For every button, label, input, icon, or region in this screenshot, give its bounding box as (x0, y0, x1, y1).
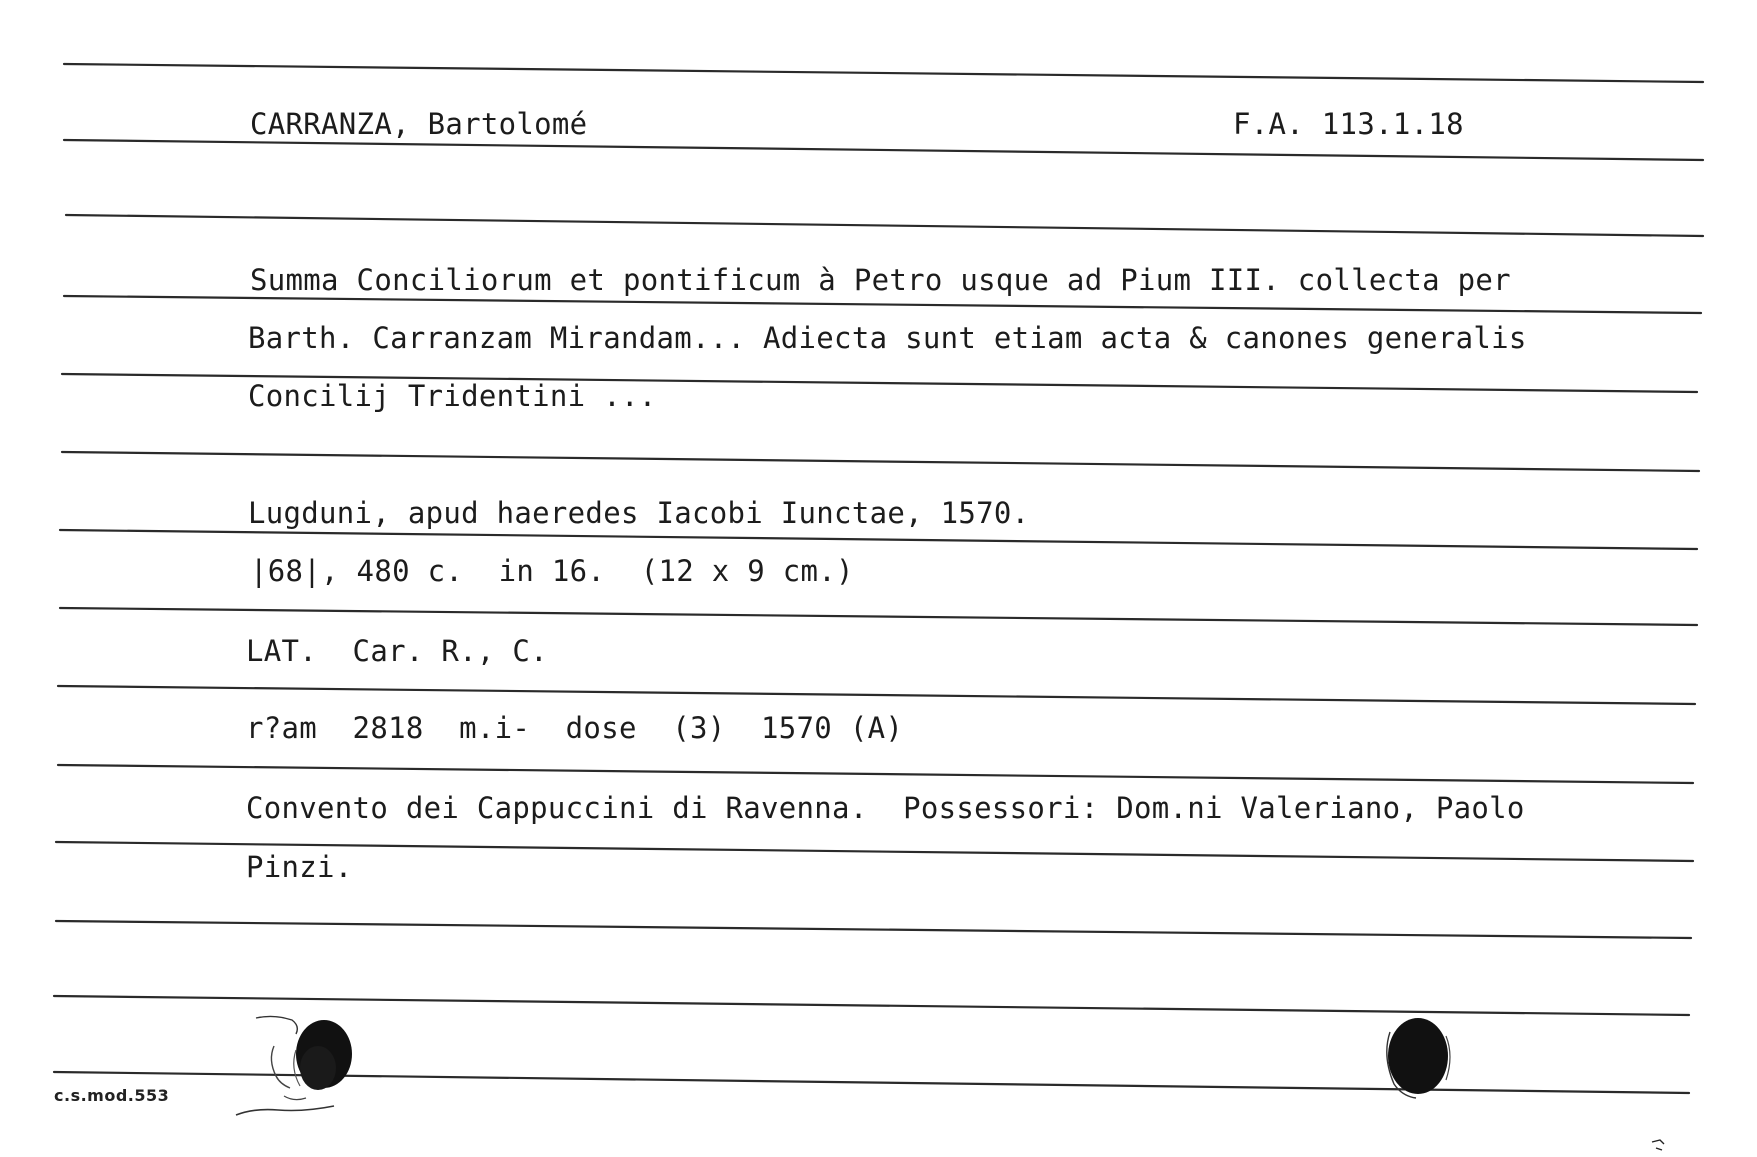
collation: |68|, 480 c. in 16. (12 x 9 cm.) (250, 554, 854, 588)
rule-line (62, 452, 1699, 471)
rule-line (64, 296, 1701, 313)
title-line: Concilij Tridentini ... (248, 379, 657, 413)
provenance-line: Pinzi. (246, 850, 353, 884)
title-line: Barth. Carranzam Mirandam... Adiecta sunt etiam acta & canones generalis (248, 321, 1527, 355)
imprint: Lugduni, apud haeredes Iacobi Iunctae, 1570. (248, 496, 1030, 530)
rule-line (64, 64, 1703, 82)
author-heading: CARRANZA, Bartolomé (250, 107, 588, 141)
shelfmark: F.A. 113.1.18 (1233, 107, 1464, 141)
rule-line (60, 608, 1697, 625)
rule-line (60, 530, 1697, 549)
fingerprint: r?am 2818 m.i- dose (3) 1570 (A) (246, 711, 904, 745)
punch-hole-right (1372, 1010, 1472, 1110)
language-note: LAT. Car. R., C. (246, 634, 548, 668)
punch-hole-left (234, 1010, 364, 1120)
rule-line (58, 686, 1695, 704)
rule-line (64, 140, 1703, 160)
rule-line (58, 765, 1693, 783)
form-code: c.s.mod.553 (54, 1086, 170, 1105)
rule-line (66, 215, 1703, 236)
provenance-line: Convento dei Cappuccini di Ravenna. Possessori: Dom.ni Valeriano, Paolo (246, 791, 1525, 825)
title-line: Summa Conciliorum et pontificum à Petro usque ad Pium III. collecta per (250, 263, 1511, 297)
corner-mark (1650, 1138, 1670, 1152)
rule-line (56, 921, 1691, 938)
